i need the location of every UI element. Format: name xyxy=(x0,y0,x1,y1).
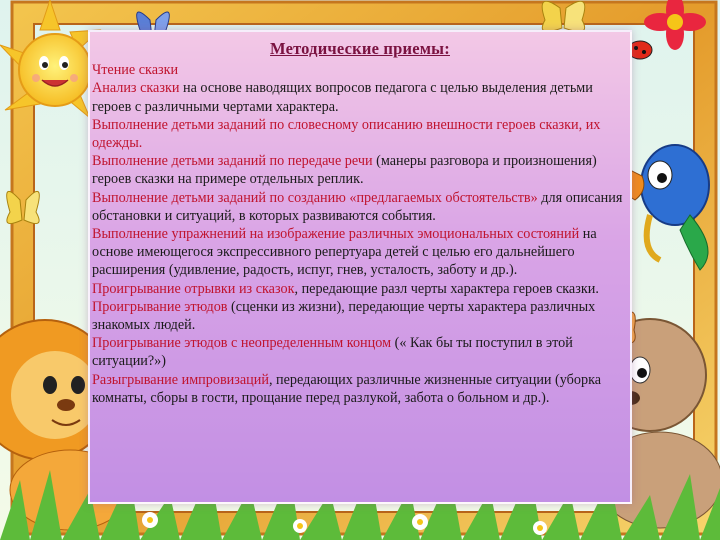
list-item xyxy=(92,189,628,225)
page-title: Методические приемы: xyxy=(270,39,450,58)
list-item xyxy=(92,225,628,280)
item-lead: Выполнение детьми заданий по передаче речи xyxy=(92,153,373,170)
list-item xyxy=(92,152,628,188)
item-rest: на основе наводящих вопросов педагога с целью выделения детьми героев с различными чертами характера. xyxy=(92,80,593,115)
item-lead: Анализ сказки xyxy=(92,80,180,97)
item-lead: Проигрывание отрывки из сказок xyxy=(92,280,295,297)
list-item xyxy=(92,79,628,115)
item-rest: , передающие разл черты характера героев сказки. xyxy=(294,280,599,297)
item-lead: Чтение сказки xyxy=(92,62,179,79)
list-item xyxy=(92,116,628,152)
item-lead: Выполнение детьми заданий по словесному описанию внешности героев сказки, их одежды. xyxy=(92,116,601,152)
item-rest: на основе имеющегося экспрессивного репертуара детей с целью его дальнейшего расширения (удивление, радость, испуг, гнев, усталость, заботу и др.). xyxy=(92,226,597,279)
item-lead: Выполнение упражнений на изображение различных эмоциональных состояний xyxy=(92,226,580,243)
list-item xyxy=(92,61,628,79)
list-item xyxy=(92,280,628,298)
item-lead: Проигрывание этюдов xyxy=(92,298,228,315)
item-rest: (« Как бы ты поступил в этой ситуации?») xyxy=(92,335,573,370)
item-rest: (сценки из жизни), передающие черты характера различных знакомых людей. xyxy=(92,298,596,334)
item-rest: , передающих различные жизненные ситуации (уборка комнаты, сборы в гости, прощание перед разлукой, забота о больном и др.). xyxy=(92,371,602,406)
item-lead: Разыгрывание импровизаций xyxy=(92,371,269,388)
list-item xyxy=(92,334,628,370)
item-lead: Проигрывание этюдов с неопределенным концом xyxy=(92,335,392,352)
item-rest: (манеры разговора и произношения) героев сказки на примере отдельных реплик. xyxy=(92,153,597,188)
item-lead: Выполнение детьми заданий по созданию «предлагаемых обстоятельств» xyxy=(92,189,538,206)
item-rest: для описания обстановки и ситуаций, в которых развиваются события. xyxy=(92,189,623,224)
methods-text xyxy=(92,40,628,407)
list-item xyxy=(92,298,628,334)
list-item xyxy=(92,371,628,407)
